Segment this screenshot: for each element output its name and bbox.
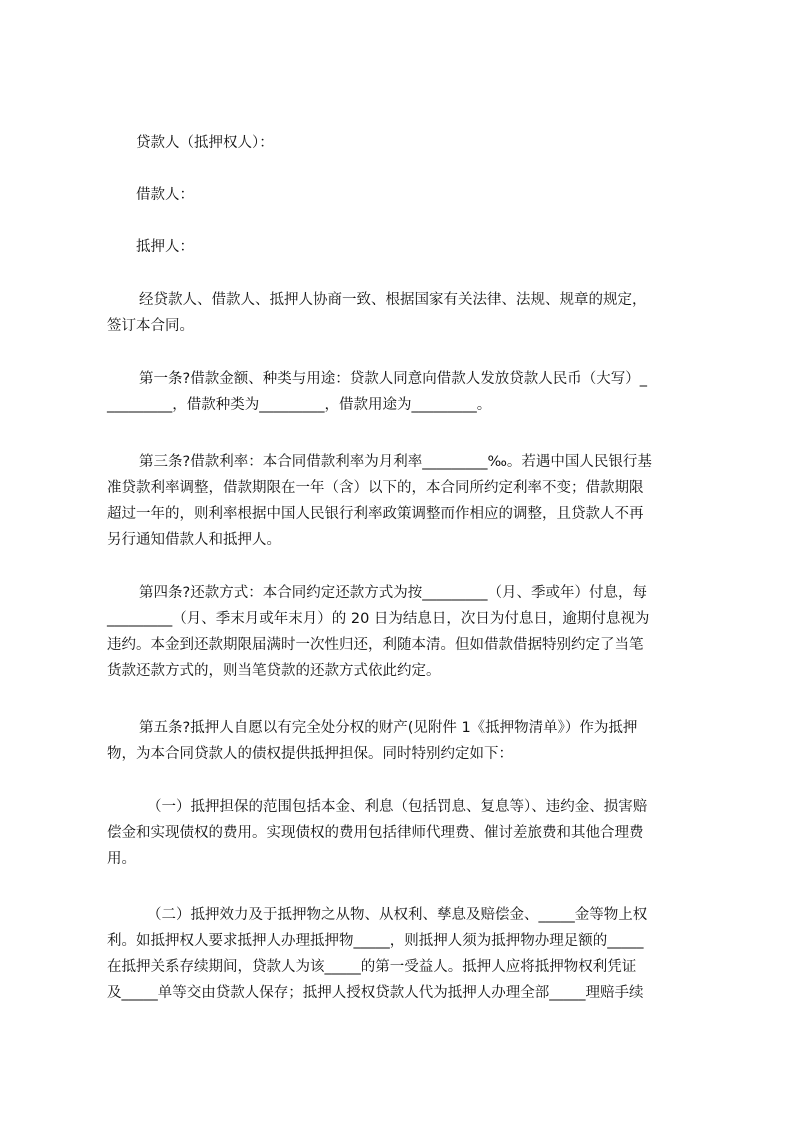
clause-1-line-3: 用。 — [107, 851, 136, 867]
article-5-line-2: 物，为本合同贷款人的债权提供抵押担保。同时特别约定如下： — [107, 746, 513, 762]
preamble-line-2: 签订本合同。 — [107, 318, 194, 334]
article-3-line-1: 第三条?借款利率：本合同借款利率为月利率_________‰。若遇中国人民银行基 — [139, 454, 652, 470]
article-3-line-3: 超过一年的，则利率根据中国人民银行利率政策调整而作相应的调整，且贷款人不再 — [107, 506, 644, 522]
article-1-line-2: _________，借款种类为_________，借款用途为_________。 — [107, 397, 492, 413]
preamble-paragraph — [107, 287, 707, 339]
clause-2-paragraph — [107, 902, 707, 1006]
clause-2-line-1: （二）抵押效力及于抵押物之从物、从权利、孳息及赔偿金、_____金等物上权 — [147, 907, 648, 923]
article-4-line-4: 货款还款方式的，则当笔贷款的还款方式依此约定。 — [107, 663, 441, 679]
article-4-line-3: 违约。本金到还款期限届满时一次性归还，利随本清。但如借款借据特别约定了当笔 — [107, 637, 644, 653]
article-1-line-1: 第一条?借款金额、种类与用途：贷款人同意向借款人发放贷款人民币（大写）_ — [139, 371, 647, 387]
article-4-paragraph — [107, 580, 707, 684]
preamble-line-1: 经贷款人、借款人、抵押人协商一致、根据国家有关法律、法规、规章的规定， — [139, 292, 647, 308]
clause-2-line-3: 在抵押关系存续期间，贷款人为该_____的第一受益人。抵押人应将抵押物权利凭证 — [107, 959, 637, 975]
article-3-line-4: 另行通知借款人和抵押人。 — [107, 532, 281, 548]
clause-2-line-4: 及_____单等交由贷款人保存；抵押人授权贷款人代为抵押人办理全部_____理赔手续 — [107, 985, 644, 1001]
clause-1-paragraph — [107, 794, 707, 872]
lender-label: 贷款人（抵押权人）： — [136, 135, 274, 151]
article-3-paragraph — [107, 449, 707, 553]
article-4-line-1: 第四条?还款方式：本合同约定还款方式为按_________（月、季或年）付息，每 — [139, 585, 647, 601]
clause-1-line-2: 偿金和实现债权的费用。实现债权的费用包括律师代理费、催讨差旅费和其他合理费 — [107, 825, 644, 841]
article-5-paragraph — [107, 715, 707, 767]
clause-2-line-2: 利。如抵押权人要求抵押人办理抵押物_____，则抵押人须为抵押物办理足额的_____ — [107, 933, 644, 949]
article-4-line-2: _________（月、季末月或年末月）的 20 日为结息日，次日为付息日，逾期付息视为 — [107, 611, 650, 627]
mortgagor-label: 抵押人： — [136, 239, 194, 255]
article-5-line-1: 第五条?抵押人自愿以有完全处分权的财产(见附件 1《抵押物清单》）作为抵押 — [139, 720, 638, 736]
borrower-label: 借款人： — [136, 187, 194, 203]
clause-1-line-1: （一）抵押担保的范围包括本金、利息（包括罚息、复息等）、违约金、损害赔 — [147, 799, 648, 815]
article-3-line-2: 准贷款利率调整，借款期限在一年（含）以下的，本合同所约定利率不变；借款期限 — [107, 480, 644, 496]
article-1-paragraph — [107, 366, 707, 418]
